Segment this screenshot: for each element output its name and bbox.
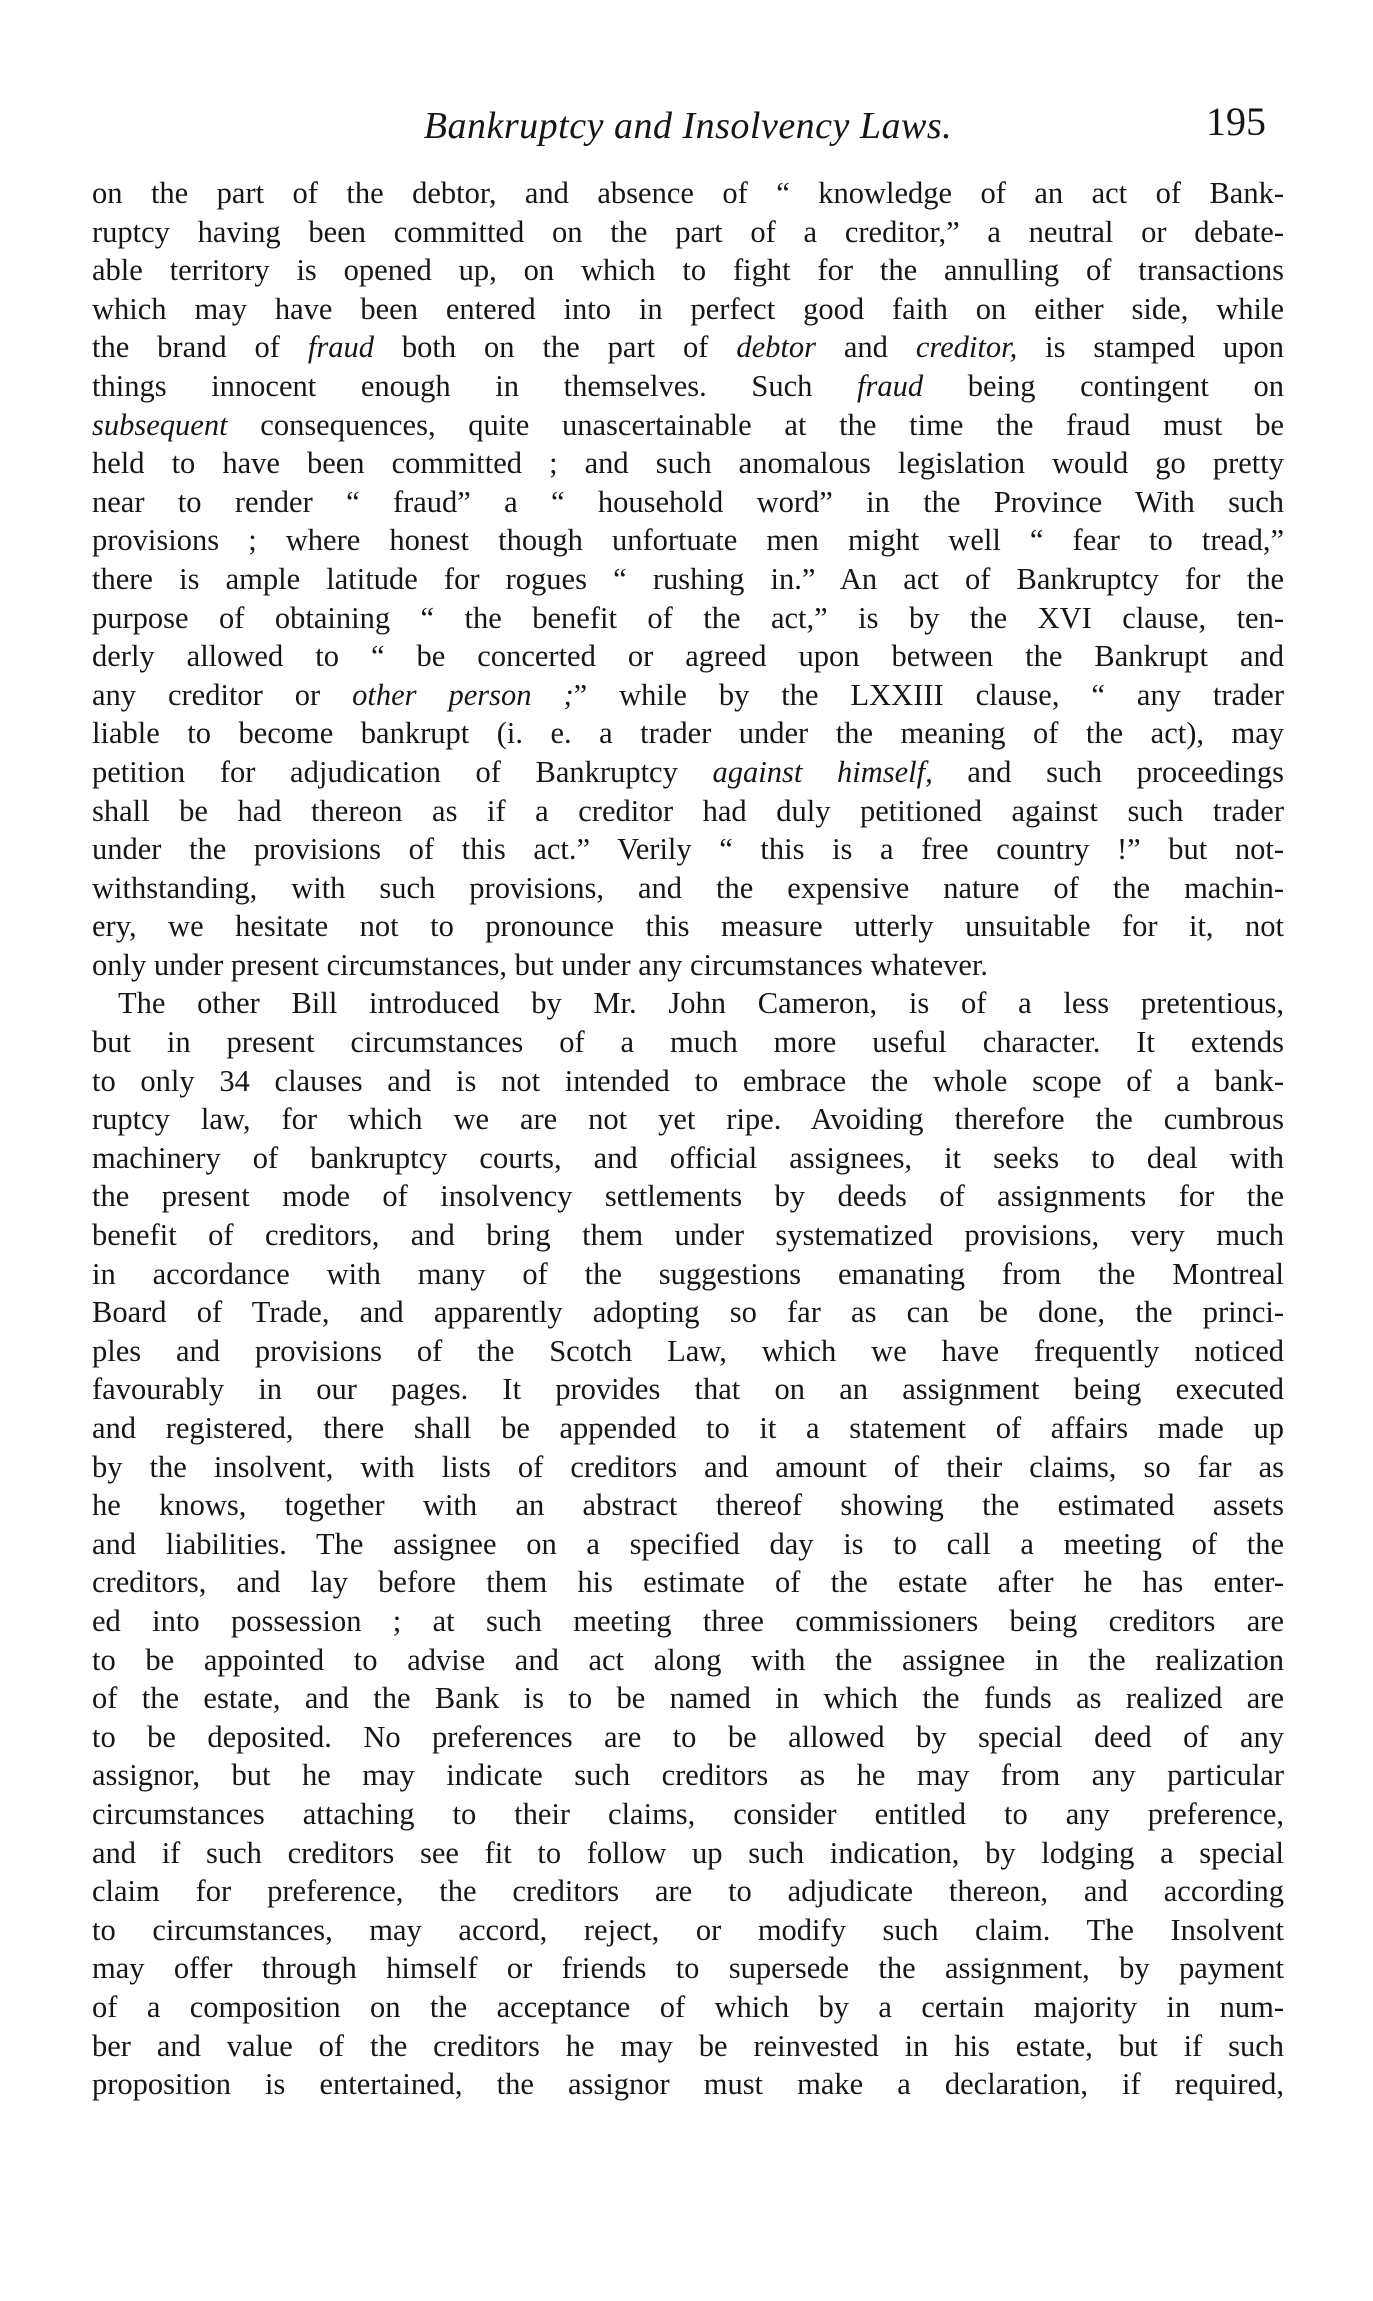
text-line: [92, 290, 1284, 329]
text-line: [92, 521, 1284, 560]
text-line: [92, 599, 1284, 638]
line-text: the present mode of insolvency settlements by deeds of assignments for the: [92, 1179, 1284, 1214]
line-text: able territory is opened up, on which to fight for the annulling of transactions: [92, 253, 1284, 288]
line-text: and: [815, 330, 916, 365]
line-text: ery, we hesitate not to pronounce this measure utterly unsuitable for it, not: [92, 909, 1284, 944]
line-text: being contingent on: [923, 368, 1284, 403]
text-line: [92, 984, 1284, 1023]
text-line: [92, 1370, 1284, 1409]
text-line: [92, 1563, 1284, 1602]
italic-phrase: subsequent: [92, 407, 228, 442]
italic-phrase: debtor: [736, 330, 816, 365]
text-line: [92, 714, 1284, 753]
italic-phrase: creditor,: [915, 330, 1018, 365]
text-line: [92, 676, 1284, 715]
line-text: ber and value of the creditors he may be reinvested in his estate, but if such: [92, 2028, 1284, 2063]
text-line: [92, 367, 1284, 406]
text-line: [92, 1216, 1284, 1255]
italic-phrase: fraud: [307, 330, 374, 365]
text-line: [92, 2027, 1284, 2066]
line-text: by the insolvent, with lists of creditors and amount of their claims, so far as: [92, 1449, 1284, 1484]
text-line: [92, 1139, 1284, 1178]
line-text: Board of Trade, and apparently adopting so far as can be done, the princi-: [92, 1295, 1284, 1330]
running-title: Bankruptcy and Insolvency Laws.: [423, 105, 953, 147]
line-text: and liabilities. The assignee on a specified day is to call a meeting of the: [92, 1526, 1284, 1561]
italic-phrase: other person ;: [352, 677, 574, 712]
line-text: both on the part of: [373, 330, 737, 365]
line-text: creditors, and lay before them his estimate of the estate after he has enter-: [92, 1565, 1284, 1600]
text-line: [92, 1756, 1284, 1795]
text-line: [92, 637, 1284, 676]
text-line: [92, 1834, 1284, 1873]
text-line: [92, 2065, 1284, 2104]
line-text: ples and provisions of the Scotch Law, which we have frequently noticed: [92, 1333, 1284, 1368]
line-text: machinery of bankruptcy courts, and official assignees, it seeks to deal with: [92, 1140, 1284, 1175]
text-line: [92, 907, 1284, 946]
italic-phrase: against himself,: [712, 754, 933, 789]
text-line: [92, 869, 1284, 908]
text-line: [92, 1911, 1284, 1950]
text-line: [92, 1988, 1284, 2027]
text-line: [92, 251, 1284, 290]
text-line: [92, 483, 1284, 522]
text-line: [92, 174, 1284, 213]
text-line: [92, 1409, 1284, 1448]
line-text: ruptcy having been committed on the part of a creditor,” a neutral or debate-: [92, 214, 1284, 249]
line-text: petition for adjudication of Bankruptcy: [92, 754, 713, 789]
line-text: claim for preference, the creditors are to adjudicate thereon, and according: [92, 1874, 1284, 1909]
text-line: [92, 1062, 1284, 1101]
line-text: held to have been committed ; and such anomalous legislation would go pretty: [92, 446, 1284, 481]
text-line: [92, 1293, 1284, 1332]
text-line: [92, 1718, 1284, 1757]
line-text: in accordance with many of the suggestions emanating from the Montreal: [92, 1256, 1284, 1291]
running-header: [92, 99, 1284, 164]
line-text: under the provisions of this act.” Verily “ this is a free country !” but not-: [92, 832, 1284, 867]
line-text: on the part of the debtor, and absence of “ knowledge of an act of Bank-: [92, 176, 1284, 210]
text-line: [92, 1795, 1284, 1834]
line-text: ruptcy law, for which we are not yet ripe. Avoiding therefore the cumbrous: [92, 1102, 1284, 1137]
text-line: [92, 1602, 1284, 1641]
line-text: consequences, quite unascertainable at the time the fraud must be: [227, 407, 1284, 442]
text-line: [92, 753, 1284, 792]
line-text: circumstances attaching to their claims, consider entitled to any preference,: [92, 1796, 1284, 1831]
line-text: things innocent enough in themselves. Such: [92, 368, 858, 403]
line-text: but in present circumstances of a much more useful character. It extends: [92, 1025, 1284, 1060]
text-line: [92, 444, 1284, 483]
line-text: may offer through himself or friends to supersede the assignment, by payment: [92, 1951, 1284, 1986]
text-line: [92, 1100, 1284, 1139]
text-line: [92, 946, 1284, 985]
line-text: any creditor or: [92, 677, 353, 712]
text-line: [92, 1448, 1284, 1487]
body-text: [92, 174, 1284, 2104]
line-text: near to render “ fraud” a “ household word” in the Province With such: [92, 484, 1284, 519]
line-text: to only 34 clauses and is not intended to embrace the whole scope of a bank-: [92, 1063, 1284, 1098]
line-text: withstanding, with such provisions, and the expensive nature of the machin-: [92, 870, 1284, 905]
line-text: of the estate, and the Bank is to be named in which the funds as realized are: [92, 1681, 1284, 1716]
text-line: [92, 1525, 1284, 1564]
line-text: benefit of creditors, and bring them under systematized provisions, very much: [92, 1218, 1284, 1253]
text-line: [92, 213, 1284, 252]
text-line: [92, 792, 1284, 831]
line-text: which may have been entered into in perfect good faith on either side, while: [92, 291, 1284, 326]
line-text: liable to become bankrupt (i. e. a trader under the meaning of the act), may: [92, 716, 1284, 751]
line-text: purpose of obtaining “ the benefit of the act,” is by the XVI clause, ten-: [92, 600, 1284, 635]
line-text: and if such creditors see fit to follow up such indication, by lodging a special: [92, 1835, 1284, 1870]
line-text: shall be had thereon as if a creditor had duly petitioned against such trader: [92, 793, 1284, 828]
text-line: [92, 1255, 1284, 1294]
text-line: [92, 1641, 1284, 1680]
line-text: to circumstances, may accord, reject, or modify such claim. The Insolvent: [92, 1912, 1284, 1947]
line-text: ” while by the LXXIII clause, “ any trader: [573, 677, 1285, 712]
text-line: [92, 1023, 1284, 1062]
line-text: to be appointed to advise and act along with the assignee in the realization: [92, 1642, 1284, 1677]
text-line: [92, 1486, 1284, 1525]
text-line: [92, 328, 1284, 367]
text-line: [92, 1177, 1284, 1216]
line-text: to be deposited. No preferences are to be allowed by special deed of any: [92, 1719, 1284, 1754]
line-text: is stamped upon: [1017, 330, 1284, 365]
line-text: proposition is entertained, the assignor must make a declaration, if required,: [92, 2067, 1284, 2102]
text-line: [92, 1949, 1284, 1988]
line-text: and such proceedings: [932, 754, 1284, 789]
line-text: provisions ; where honest though unfortuate men might well “ fear to tread,”: [92, 523, 1284, 558]
text-line: [92, 1332, 1284, 1371]
page-number: 195: [1206, 99, 1266, 144]
text-line: [92, 830, 1284, 869]
italic-phrase: fraud: [857, 368, 924, 403]
text-line: [92, 1679, 1284, 1718]
line-text: of a composition on the acceptance of which by a certain majority in num-: [92, 1989, 1284, 2024]
line-text: and registered, there shall be appended to it a statement of affairs made up: [92, 1411, 1284, 1445]
line-text: assignor, but he may indicate such creditors as he may from any particular: [92, 1758, 1284, 1793]
line-text: ed into possession ; at such meeting three commissioners being creditors are: [92, 1603, 1284, 1638]
line-text: the brand of: [92, 330, 308, 365]
line-text: favourably in our pages. It provides that on an assignment being executed: [92, 1372, 1284, 1407]
text-line: [92, 560, 1284, 599]
line-text: he knows, together with an abstract thereof showing the estimated assets: [92, 1488, 1284, 1523]
line-text: there is ample latitude for rogues “ rushing in.” An act of Bankruptcy for the: [92, 561, 1284, 596]
text-line: [92, 406, 1284, 445]
line-text: only under present circumstances, but under any circumstances whatever.: [92, 947, 989, 982]
line-text: derly allowed to “ be concerted or agreed upon between the Bankrupt and: [92, 639, 1284, 674]
line-text: The other Bill introduced by Mr. John Cameron, is of a less pretentious,: [118, 986, 1284, 1021]
text-line: [92, 1872, 1284, 1911]
